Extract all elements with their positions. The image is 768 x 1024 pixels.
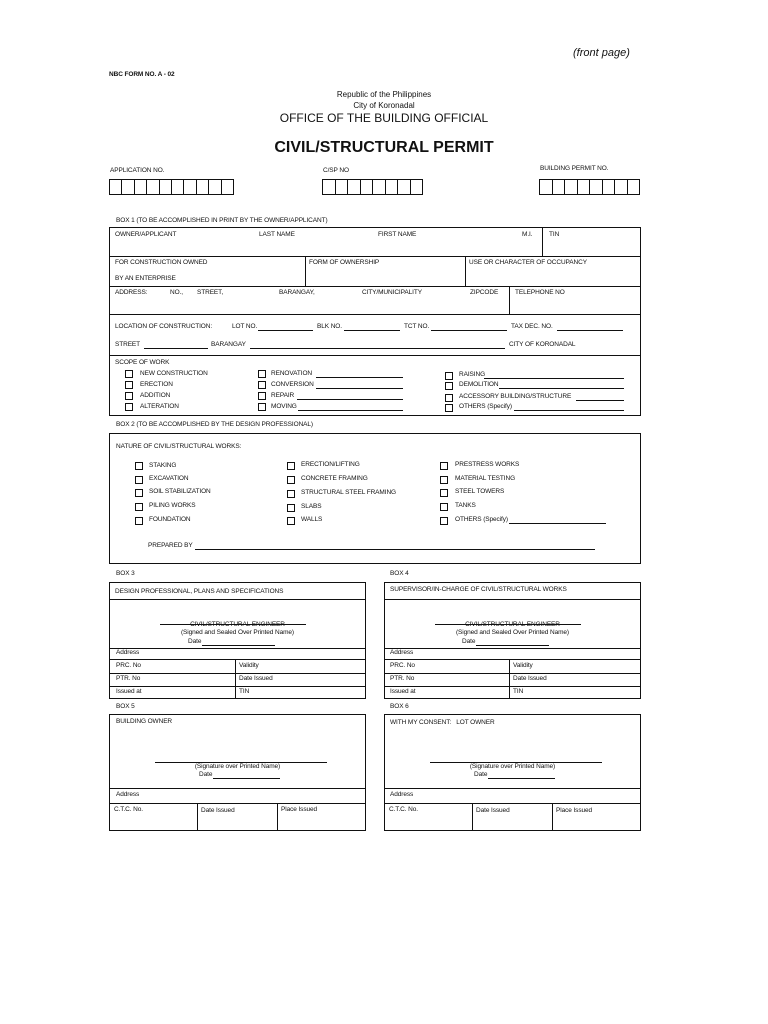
checkbox-others-works[interactable] — [440, 517, 448, 525]
scope-alteration: ALTERATION — [140, 403, 179, 410]
checkbox-piling-works[interactable] — [135, 503, 143, 511]
work-prestress: PRESTRESS WORKS — [455, 461, 520, 468]
box5-address-label: Address — [116, 791, 140, 798]
box5-ctc-label: C.T.C. No. — [114, 806, 143, 813]
prepared-by-label: PREPARED BY — [148, 542, 193, 549]
checkbox-addition[interactable] — [125, 392, 133, 400]
page-title: CIVIL/STRUCTURAL PERMIT — [274, 139, 494, 156]
mi-label: M.I. — [522, 231, 533, 238]
application-no-input[interactable] — [109, 179, 234, 195]
scope-moving: MOVING — [271, 403, 297, 410]
box3-address-label: Address — [116, 649, 140, 656]
work-material-testing: MATERIAL TESTING — [455, 475, 516, 482]
form-number: NBC FORM NO. A - 02 — [109, 71, 175, 78]
barangay-field[interactable] — [250, 348, 505, 349]
box6-title: WITH MY CONSENT: LOT OWNER — [390, 719, 495, 726]
construction-owned-label: FOR CONSTRUCTION OWNED — [115, 259, 208, 266]
checkbox-moving[interactable] — [258, 403, 266, 411]
box4-prc-label: PRC. No — [390, 662, 415, 669]
work-excavation: EXCAVATION — [149, 475, 189, 482]
first-name-label: FIRST NAME — [378, 231, 417, 238]
box4-date-issued-label: Date Issued — [513, 675, 547, 682]
box4-title: SUPERVISOR/IN-CHARGE OF CIVIL/STRUCTURAL WORKS — [390, 586, 567, 593]
checkbox-slabs[interactable] — [287, 504, 295, 512]
box3-validity-label: Validity — [239, 662, 259, 669]
zipcode-label: ZIPCODE — [470, 289, 499, 296]
box6-address-label: Address — [390, 791, 414, 798]
tct-no-label: TCT NO. — [404, 323, 430, 330]
box5-date-issued-label: Date Issued — [201, 807, 235, 814]
tax-dec-field[interactable] — [557, 330, 623, 331]
scope-others: OTHERS (Specify) — [459, 403, 512, 410]
tax-dec-label: TAX DEC. NO. — [511, 323, 553, 330]
box4-ptr-label: PTR. No — [390, 675, 415, 682]
work-soil-stabilization: SOIL STABILIZATION — [149, 488, 211, 495]
checkbox-demolition[interactable] — [445, 382, 453, 390]
lot-no-label: LOT NO. — [232, 323, 258, 330]
checkbox-tanks[interactable] — [440, 503, 448, 511]
city-of-koronadal-label: CITY OF KORONADAL — [509, 341, 576, 348]
scope-addition: ADDITION — [140, 392, 171, 399]
box6-place-issued-label: Place Issued — [556, 807, 593, 814]
work-slabs: SLABS — [301, 503, 322, 510]
form-of-ownership-label: FORM OF OWNERSHIP — [309, 259, 380, 266]
location-label: LOCATION OF CONSTRUCTION: — [115, 323, 213, 330]
tct-no-field[interactable] — [431, 330, 507, 331]
checkbox-erection[interactable] — [125, 381, 133, 389]
front-page-note: (front page) — [573, 47, 630, 59]
csp-no-label: C/SP NO — [323, 167, 349, 174]
box3-tin-label: TIN — [239, 688, 250, 695]
scope-erection: ERECTION — [140, 381, 173, 388]
box3-signed-label: (Signed and Sealed Over Printed Name) — [180, 629, 294, 636]
checkbox-renovation[interactable] — [258, 370, 266, 378]
scope-accessory: ACCESSORY BUILDING/STRUCTURE — [459, 393, 572, 400]
by-enterprise-label: BY AN ENTERPRISE — [115, 275, 176, 282]
office-title: OFFICE OF THE BUILDING OFFICIAL — [279, 111, 489, 125]
republic-line: Republic of the Philippines — [336, 90, 432, 99]
work-erection-lifting: ERECTION/LIFTING — [301, 461, 360, 468]
box4-label: BOX 4 — [390, 570, 409, 577]
checkbox-concrete-framing[interactable] — [287, 476, 295, 484]
checkbox-others-scope[interactable] — [445, 404, 453, 412]
checkbox-conversion[interactable] — [258, 381, 266, 389]
building-permit-no-input[interactable] — [539, 179, 640, 195]
checkbox-structural-steel[interactable] — [287, 490, 295, 498]
box3-issued-at-label: Issued at — [116, 688, 142, 695]
box6-frame — [384, 714, 641, 831]
building-permit-no-label: BUILDING PERMIT NO. — [540, 165, 609, 172]
checkbox-steel-towers[interactable] — [440, 489, 448, 497]
work-foundation: FOUNDATION — [149, 516, 191, 523]
box4-date-label: Date — [462, 638, 476, 645]
lot-no-field[interactable] — [258, 330, 313, 331]
address-no-label: NO., — [170, 289, 183, 296]
box5-label: BOX 5 — [116, 703, 135, 710]
box3-title: DESIGN PROFESSIONAL, PLANS AND SPECIFICATIONS — [115, 588, 284, 595]
address-barangay-label: BARANGAY, — [279, 289, 315, 296]
box5-title: BUILDING OWNER — [116, 718, 173, 725]
box5-date-label: Date — [199, 771, 213, 778]
box3-engineer-label: CIVIL/STRUCTURAL ENGINEER — [190, 621, 285, 628]
telephone-label: TELEPHONE NO — [515, 289, 565, 296]
box3-label: BOX 3 — [116, 570, 135, 577]
blk-no-label: BLK NO. — [317, 323, 342, 330]
blk-no-field[interactable] — [344, 330, 400, 331]
box4-validity-label: Validity — [513, 662, 533, 669]
box6-label: BOX 6 — [390, 703, 409, 710]
work-walls: WALLS — [301, 516, 323, 523]
work-others: OTHERS (Specify) — [455, 516, 508, 523]
box4-address-label: Address — [390, 649, 414, 656]
work-concrete-framing: CONCRETE FRAMING — [301, 475, 368, 482]
csp-no-input[interactable] — [322, 179, 423, 195]
scope-demolition: DEMOLITION — [459, 381, 499, 388]
prepared-by-field[interactable] — [195, 549, 595, 550]
nature-of-works-title: NATURE OF CIVIL/STRUCTURAL WORKS: — [116, 443, 242, 450]
scope-raising: RAISING — [459, 371, 486, 378]
address-label: ADDRESS: — [115, 289, 148, 296]
checkbox-walls[interactable] — [287, 517, 295, 525]
checkbox-prestress[interactable] — [440, 462, 448, 470]
city-line: City of Koronadal — [353, 101, 415, 110]
box1-title: BOX 1 (TO BE ACCOMPLISHED IN PRINT BY THE OWNER/APPLICANT) — [116, 217, 328, 224]
application-no-label: APPLICATION NO. — [110, 167, 165, 174]
box3-ptr-label: PTR. No — [116, 675, 141, 682]
checkbox-new-construction[interactable] — [125, 370, 133, 378]
work-piling-works: PILING WORKS — [149, 502, 196, 509]
checkbox-staking[interactable] — [135, 462, 143, 470]
street-label: STREET — [115, 341, 141, 348]
box6-signature-label: (Signature over Printed Name) — [469, 763, 556, 770]
checkbox-erection-lifting[interactable] — [287, 462, 295, 470]
checkbox-material-testing[interactable] — [440, 476, 448, 484]
address-city-label: CITY/MUNICIPALITY — [362, 289, 422, 296]
address-street-label: STREET, — [197, 289, 224, 296]
box6-date-issued-label: Date Issued — [476, 807, 510, 814]
box5-place-issued-label: Place Issued — [281, 806, 318, 813]
checkbox-repair[interactable] — [258, 392, 266, 400]
box4-issued-at-label: Issued at — [390, 688, 416, 695]
checkbox-soil-stabilization[interactable] — [135, 489, 143, 497]
box6-ctc-label: C.T.C. No. — [389, 806, 418, 813]
box5-frame — [109, 714, 366, 831]
tin-label: TIN — [549, 231, 560, 238]
work-staking: STAKING — [149, 462, 177, 469]
use-character-label: USE OR CHARACTER OF OCCUPANCY — [469, 259, 587, 266]
checkbox-excavation[interactable] — [135, 476, 143, 484]
work-steel-towers: STEEL TOWERS — [455, 488, 505, 495]
box4-signed-label: (Signed and Sealed Over Printed Name) — [455, 629, 569, 636]
last-name-label: LAST NAME — [259, 231, 295, 238]
owner-applicant-label: OWNER/APPLICANT — [115, 231, 177, 238]
box2-title: BOX 2 (TO BE ACCOMPLISHED BY THE DESIGN PROFESSIONAL) — [116, 421, 313, 428]
scope-conversion: CONVERSION — [271, 381, 314, 388]
box3-date-issued-label: Date Issued — [239, 675, 273, 682]
scope-new-construction: NEW CONSTRUCTION — [140, 370, 208, 377]
scope-repair: REPAIR — [271, 392, 295, 399]
checkbox-alteration[interactable] — [125, 403, 133, 411]
box4-engineer-label: CIVIL/STRUCTURAL ENGINEER — [465, 621, 560, 628]
street-field[interactable] — [144, 348, 208, 349]
checkbox-accessory[interactable] — [445, 394, 453, 402]
scope-renovation: RENOVATION — [271, 370, 313, 377]
box3-prc-label: PRC. No — [116, 662, 141, 669]
checkbox-foundation[interactable] — [135, 517, 143, 525]
scope-of-work-title: SCOPE OF WORK — [115, 359, 170, 366]
box4-tin-label: TIN — [513, 688, 524, 695]
box5-signature-label: (Signature over Printed Name) — [194, 763, 281, 770]
work-structural-steel: STRUCTURAL STEEL FRAMING — [301, 489, 396, 496]
box3-date-label: Date — [188, 638, 202, 645]
barangay-label: BARANGAY — [211, 341, 246, 348]
checkbox-raising[interactable] — [445, 372, 453, 380]
box6-date-label: Date — [474, 771, 488, 778]
work-tanks: TANKS — [455, 502, 476, 509]
